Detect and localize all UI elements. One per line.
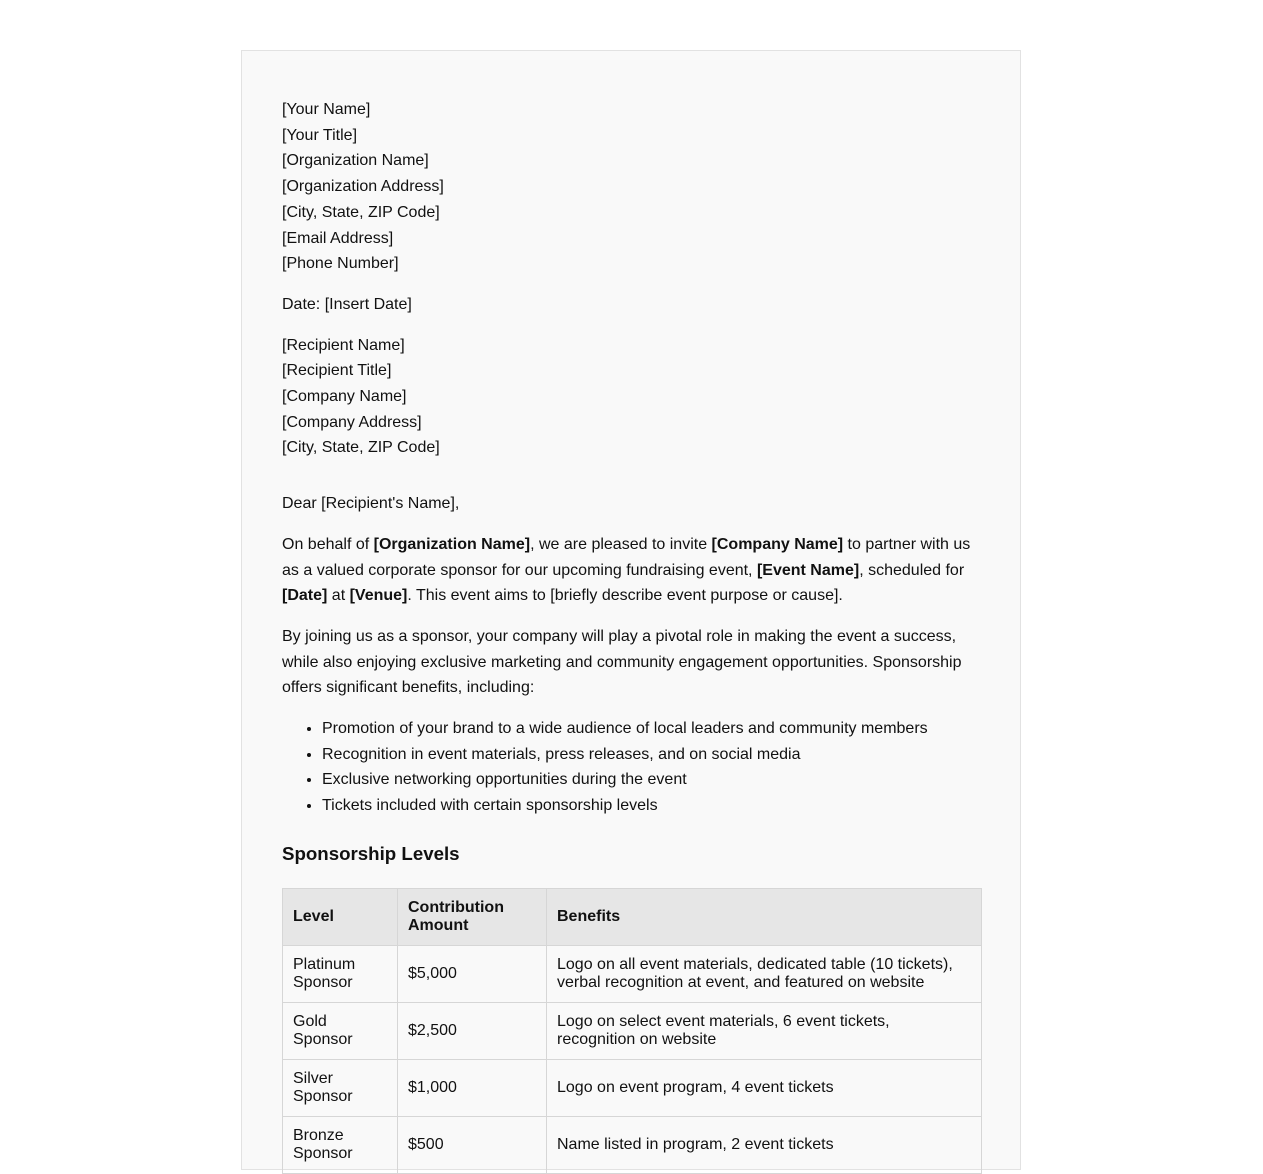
- intro-venue: [Venue]: [349, 587, 408, 605]
- table-header-row: [283, 888, 982, 945]
- table-row: [283, 1059, 982, 1116]
- sender-email: [Email Address]: [282, 229, 394, 247]
- recipient-company: [Company Name]: [282, 388, 407, 406]
- intro-paragraph: [282, 532, 982, 609]
- sender-phone: [Phone Number]: [282, 255, 399, 273]
- date-line: Date: [Insert Date]: [282, 295, 412, 313]
- cell-amount: $1,000: [398, 1059, 547, 1116]
- intro-date: [Date]: [282, 587, 328, 605]
- intro-text: , we are pleased to invite: [530, 535, 712, 553]
- cell-amount: $2,500: [398, 1002, 547, 1059]
- cell-benefits: Logo on event program, 4 event tickets: [547, 1059, 982, 1116]
- list-item: • Tickets included with certain sponsorship levels: [322, 793, 982, 819]
- sender-title: [Your Title]: [282, 126, 358, 144]
- cell-amount: $500: [398, 1116, 547, 1173]
- benefits-paragraph: By joining us as a sponsor, your company will play a pivotal role in making the event a success, while also enjoying exclusive marketing and community engagement opportunities. Sponsorship offers significant benefits, including:: [282, 627, 962, 697]
- sender-address: [Organization Address]: [282, 178, 444, 196]
- sponsorship-levels-heading: Sponsorship Levels: [282, 842, 460, 864]
- sender-name: [Your Name]: [282, 101, 371, 118]
- header-contribution: Contribution Amount: [398, 888, 547, 945]
- table-row: [283, 945, 982, 1002]
- header-benefits: Benefits: [547, 888, 982, 945]
- intro-org: [Organization Name]: [373, 535, 531, 553]
- salutation: Dear [Recipient's Name],: [282, 495, 460, 513]
- intro-text: . This event aims to [briefly describe event purpose or cause].: [407, 587, 843, 605]
- table-row: [283, 1002, 982, 1059]
- header-level: Level: [283, 888, 398, 945]
- sender-organization: [Organization Name]: [282, 152, 429, 170]
- list-item: • Promotion of your brand to a wide audience of local leaders and community members: [322, 716, 982, 742]
- recipient-city: [City, State, ZIP Code]: [282, 439, 440, 457]
- recipient-address: [Company Address]: [282, 413, 422, 431]
- cell-amount: $5,000: [398, 945, 547, 1002]
- intro-text: to partner with us as a valued corporate sponsor for our upcoming fundraising event,: [282, 535, 971, 579]
- cell-level: Platinum Sponsor: [283, 945, 398, 1002]
- cell-level: Bronze Sponsor: [283, 1116, 398, 1173]
- intro-event: [Event Name]: [756, 561, 860, 579]
- letter-page: [241, 50, 1021, 1170]
- sponsorship-table: [282, 888, 982, 1174]
- sender-block: [282, 97, 982, 277]
- recipient-block: [282, 333, 982, 462]
- recipient-title: [Recipient Title]: [282, 362, 392, 380]
- benefits-list: [282, 716, 982, 819]
- table-row: [283, 1116, 982, 1173]
- intro-company: [Company Name]: [711, 535, 844, 553]
- cell-benefits: Name listed in program, 2 event tickets: [547, 1116, 982, 1173]
- cell-benefits: Logo on all event materials, dedicated table (10 tickets), verbal recognition at event, and featured on website: [547, 945, 982, 1002]
- intro-text: at: [327, 587, 350, 605]
- cell-benefits: Logo on select event materials, 6 event tickets, recognition on website: [547, 1002, 982, 1059]
- intro-text: On behalf of: [282, 535, 374, 553]
- sender-city: [City, State, ZIP Code]: [282, 203, 440, 221]
- list-item: • Exclusive networking opportunities during the event: [322, 767, 982, 793]
- recipient-name: [Recipient Name]: [282, 336, 405, 354]
- cell-level: Silver Sponsor: [283, 1059, 398, 1116]
- intro-text: , scheduled for: [859, 561, 965, 579]
- list-item: • Recognition in event materials, press releases, and on social media: [322, 742, 982, 768]
- letter-content: [282, 97, 982, 1174]
- cell-level: Gold Sponsor: [283, 1002, 398, 1059]
